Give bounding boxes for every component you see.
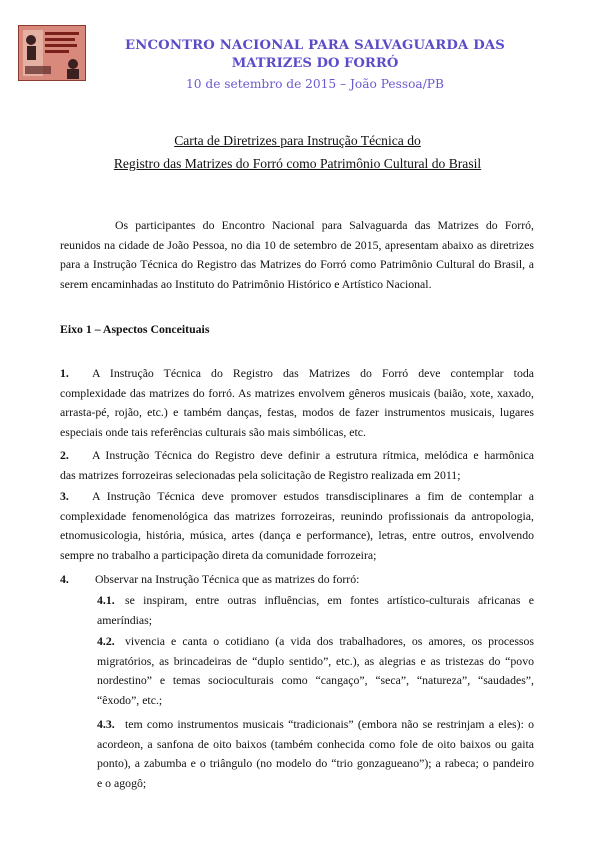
item-line: arrasta-pé, rojão, etc.) e também danças, festas, modos de fazer instrumentos musicais, lugares [60,405,534,420]
subitem-line: ameríndias; [97,612,153,627]
intro-paragraph [60,216,534,294]
item-number: 1. [60,366,69,380]
item-first-line [60,446,534,466]
subitem-first-line [97,715,534,735]
subitem-line: nordestino” e temas socioculturais como “cangaço”, “seca”, “natureza”, “saudades”, [97,673,534,688]
intro-line: reunidos na cidade de João Pessoa, no dia 10 de setembro de 2015, apresentam abaixo as diretrizes [60,237,534,252]
subitem-number: 4.1. [97,593,115,607]
subitem-number: 4.3. [97,717,115,731]
item-line: A Instrução Técnica do Registro deve definir a estrutura rítmica, melódica e harmônica [92,448,534,462]
item-line: A Instrução Técnica do Registro das Matrizes do Forró deve contemplar toda [92,366,534,380]
intro-line: para a Instrução Técnica do Registro das Matrizes do Forró como Patrimônio Cultural do Brasil, a [60,257,534,272]
subitem-first-line [97,591,534,611]
item-number: 4. [60,572,69,586]
subitem-line: “êxodo”, etc.; [97,692,163,707]
intro-line: Os participantes do Encontro Nacional para Salvaguarda das Matrizes do Forró, [115,218,534,232]
document-title-line2: Registro das Matrizes do Forró como Patrimônio Cultural do Brasil [113,156,482,171]
list-item [60,487,534,565]
item-line: A Instrução Técnica deve promover estudos transdisciplinares a fim de contemplar a [92,489,534,503]
item-line: complexidade das matrizes do forró. As matrizes envolvem gêneros musicais (baião, xote, xaxado, [60,385,534,400]
subitem-line: vivencia e canta o cotidiano (a vida dos trabalhadores, os amores, os processos [125,634,534,648]
section-heading: Eixo 1 – Aspectos Conceituais [60,322,210,336]
forro-poster-icon [19,26,85,80]
subitem-line: migratórios, as brincadeiras de “duplo sentido”, etc.), as alegrias e as tristezas do “povo [97,653,534,668]
event-title-line2: MATRIZES DO FORRÓ [231,56,399,71]
item-line: sempre no trabalho a participação direta da comunidade forrozeira; [60,547,377,562]
item-line: das matrizes forrozeiras selecionadas pela solicitação de Registro realizada em 2011; [60,467,461,482]
subitem-number: 4.2. [97,634,115,648]
subitem-line: se inspiram, entre outras influências, em fontes artístico-culturais africanas e [125,593,534,607]
subitem-line: e o agogô; [97,775,147,790]
item-first-line [60,570,534,590]
list-item [60,570,534,590]
item-line: especiais onde tais referências culturais são mais simbólicas, etc. [60,424,366,439]
list-item [60,364,534,442]
event-title-line1: ENCONTRO NACIONAL PARA SALVAGUARDA DAS [124,38,506,53]
document-title-line1: Carta de Diretrizes para Instrução Técnica do [174,133,421,148]
sub-list-item [97,715,534,793]
item-number: 2. [60,448,69,462]
intro-line: serem encaminhadas ao Instituto do Patrimônio Histórico e Artístico Nacional. [60,276,432,291]
subitem-line: ponto), a zabumba e o triângulo (no modelo do “trio gonzagueano”); a rabeca; o pandeiro [97,756,534,771]
event-date-place: 10 de setembro de 2015 – João Pessoa/PB [186,77,444,91]
sub-list-item [97,632,534,710]
subitem-line: acordeon, a sanfona de oito baixos (também conhecida como fole de oito baixos ou gaita [97,736,534,751]
item-line: etnomusicologia, história, música, artes (dança e performance), letras, entre outros, envolvendo [60,528,534,543]
event-logo [18,25,86,81]
item-line: Observar na Instrução Técnica que as matrizes do forró: [94,572,360,586]
item-number: 3. [60,489,69,503]
item-first-line [60,364,534,384]
item-line: complexidade fenomenológica das matrizes forrozeiras, reunindo profissionais da antropologia, [60,508,534,523]
subitem-first-line [97,632,534,652]
list-item [60,446,534,485]
sub-list-item [97,591,534,630]
item-first-line [60,487,534,507]
subitem-line: tem como instrumentos musicais “tradicionais” (embora não se restrinjam a eles): o [125,717,534,731]
